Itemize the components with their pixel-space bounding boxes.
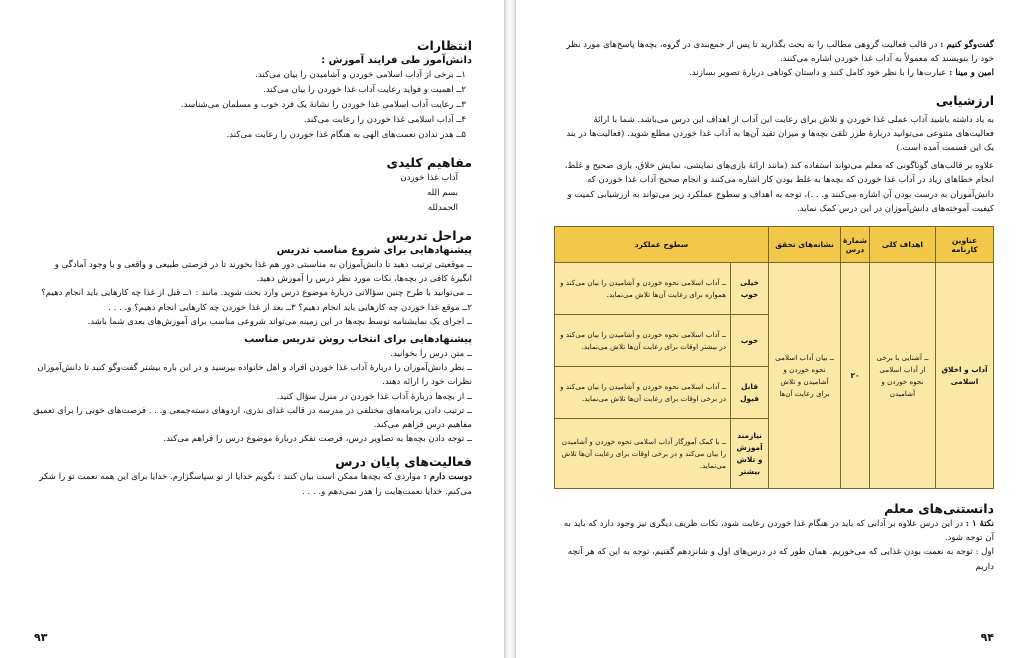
start-suggestion-item: ــ می‌توانید با طرح چنین سؤالاتی دربارهٔ موضوع درس وارد بحث شوید. مانند : ۱ــ قبل از غذا چه کارهایی باید انجام دهیم؟ ۲ــ موقع غذا خوردن چه کارهایی باید انجام دهیم؟ ۳ــ بعد از غذا خوردن چه کارهایی انجام دهیم؟ و. . . .	[41, 288, 472, 313]
keyword-item: بسم الله	[427, 188, 458, 198]
table-header-row	[555, 227, 994, 263]
left-page-content	[32, 38, 472, 499]
table-header-cell: نشانه‌های تحقق	[769, 227, 841, 263]
page-number: ۹۴	[980, 631, 994, 644]
book-gutter	[505, 0, 515, 658]
start-suggestions-heading: پیشنهادهایی برای شروع مناسب تدریس	[276, 245, 472, 256]
table-cell-performance: ــ با کمک آموزگار آداب اسلامی نحوه خوردن و آشامیدن را بیان می‌کند و در برخی اوقات برای رعایت آن‌ها تلاش می‌نماید.	[555, 419, 731, 489]
table-header-cell: شمارهٔ درس	[841, 227, 870, 263]
teaching-stages-heading: مراحل تدریس	[386, 228, 472, 243]
evaluation-heading: ارزشیابی	[935, 92, 994, 108]
left-page	[0, 0, 505, 658]
final-activities-heading: فعالیت‌های پایان درس	[335, 454, 472, 470]
expectation-item: ۲ــ اهمیت و فواید رعایت آداب غذا خوردن را بیان می‌کند.	[263, 85, 466, 95]
dialogue-text: در قالب فعالیت گروهی مطالب را به بحث بگذارید تا پس از جمع‌بندی در گروه، بچه‌ها پاسخ‌های مورد نظر خود را بنویسند که معمولاً به آداب غذا خوردن اشاره می‌کنند.	[566, 40, 994, 65]
expectations-heading: انتظارات	[417, 38, 472, 53]
method-suggestion-item: ــ نظر دانش‌آموزان را دربارهٔ آداب غذا خوردن افراد و اهل خانواده بپرسید و در این باره بیشتر گفت‌وگو کنید تا دانش‌آموزان نظرات خود را ارائه دهند.	[37, 363, 472, 388]
performance-table	[554, 226, 994, 489]
table-cell-level: قابل قبول	[731, 367, 769, 419]
expectation-item: ۱ــ برخی از آداب اسلامی خوردن و آشامیدن را بیان می‌کند.	[255, 70, 466, 80]
page-number: ۹۳	[34, 631, 48, 644]
method-suggestions-heading: پیشنهادهایی برای انتخاب روش تدریس مناسب	[244, 334, 472, 346]
start-suggestion-item: ــ اجرای یک نمایشنامه توسط بچه‌ها در این زمینه می‌تواند شروعی مناسب برای آموزش‌های بعدی شما باشد.	[87, 316, 472, 327]
table-header-cell: عناوین کارنامه	[936, 227, 994, 263]
table-cell-title: آداب و اخلاق اسلامی	[936, 263, 994, 489]
method-suggestion-item: ــ توجه دادن بچه‌ها به تصاویر درس، فرصت تفکر دربارهٔ موضوع درس را فراهم می‌کند.	[163, 434, 472, 445]
dialogue-paragraph	[554, 38, 994, 66]
amin-mina-label: امین و مینا :	[949, 68, 994, 79]
table-cell-lesson-number: ۲۰	[841, 263, 870, 489]
method-suggestion-item: ــ از بچه‌ها دربارهٔ آداب غذا خوردن در منزل سؤال کنید.	[276, 391, 472, 402]
table-cell-level: خوب	[731, 315, 769, 367]
keywords-heading: مفاهیم کلیدی	[386, 155, 472, 170]
table-cell-performance: ــ آداب اسلامی نحوه خوردن و آشامیدن را بیان می‌کند و در بیشتر اوقات برای رعایت آن‌ها تلاش می‌نماید.	[555, 315, 731, 367]
amin-mina-text: عبارت‌ها را با نظر خود کامل کنند و داستان کوتاهی دربارهٔ تصویر بسازند.	[689, 68, 947, 79]
table-row	[555, 263, 994, 315]
evaluation-paragraph: علاوه بر قالب‌های گوناگونی که معلم می‌تواند استفاده کند (مانند ارائهٔ بازی‌های نمایشی، نمایش خلاق، بازی صحیح و غلط، انجام خطاهای زیاد در آداب غذا خوردن که بچه‌ها به غلط بودن کار اشاره می‌کنند و انجام صحیح آداب غذا خوردن که دانش‌آموزان به درست بودن آن اشاره می‌کنند و. . .)، توجه به اهداف و سطوح عملکرد زیر می‌تواند به ارزشیابی کمیت و کیفیت آموخته‌های دانش‌آموزان در این درس کمک نماید.	[564, 161, 994, 214]
dialogue-label: گفت‌وگو کنیم :	[940, 40, 994, 50]
method-suggestion-item: ــ متن درس را بخوانید.	[390, 349, 472, 360]
final-activity-paragraph	[32, 470, 472, 498]
table-cell-goal: ــ آشنایی با برخی از آداب اسلامی نحوه خوردن و آشامیدن	[870, 263, 936, 489]
keyword-item: الحمدلله	[427, 203, 458, 213]
expectations-intro: دانش‌آموز طی فرایند آموزش :	[321, 55, 472, 66]
table-cell-performance: ــ آداب اسلامی نحوه خوردن و آشامیدن را بیان می‌کند و در برخی اوقات برای رعایت آن‌ها تلاش می‌نماید.	[555, 367, 731, 419]
teacher-note-item: اول : توجه به نعمت بودن غذایی که می‌خوریم. همان طور که در درس‌های اول و شانزدهم گفتیم، توجه به این که هر آنچه داریم	[567, 547, 994, 572]
table-cell-performance: ــ آداب اسلامی نحوه خوردن و آشامیدن را بیان می‌کند و همواره برای رعایت آن‌ها تلاش می‌نماید.	[555, 263, 731, 315]
teacher-note-text: در این درس علاوه بر آدابی که باید در هنگام غذا خوردن رعایت شود، نکات ظریف دیگری نیز وجود دارد که باید به آن توجه شود.	[563, 519, 994, 544]
right-page	[515, 0, 1024, 658]
final-activity-label: دوست دارم :	[423, 472, 472, 483]
expectation-item: ۳ــ رعایت آداب اسلامی غذا خوردن را نشانهٔ یک فرد خوب و مسلمان می‌شناسد.	[180, 100, 466, 110]
teacher-note-paragraph	[554, 517, 994, 545]
start-suggestion-item: ــ موقعیتی ترتیب دهید تا دانش‌آموزان به مناسبتی دور هم غذا بخورند تا در فرصتی طبیعی و واقعی و با وجود آمادگی و انگیزهٔ کافی در بچه‌ها، نکات مورد نظر درس را آموزش دهید.	[54, 260, 472, 285]
expectation-item: ۴ــ آداب اسلامی غذا خوردن را رعایت می‌کند.	[303, 115, 466, 125]
table-header-cell: اهداف کلی	[870, 227, 936, 263]
teacher-note-label: نکتهٔ ۱ :	[965, 519, 994, 530]
evaluation-paragraph: به یاد داشته باشید آداب عملی غذا خوردن و تلاش برای رعایت این آداب از اهداف این درس می‌باشد. شما با ارائهٔ فعالیت‌های متنوعی می‌توانید دربارهٔ طرز تلقی بچه‌ها و میزان تقید آن‌ها به آداب غذا خوردن مطلع شوید. (فعالیت‌ها در بند یک این قسمت آمده است.)	[566, 114, 994, 154]
final-activity-text: مواردی که بچه‌ها ممکن است بیان کنند : بگویم خدایا از تو سپاسگزارم. خدایا برای این همه نعمت تو را شکر می‌کنم. خدایا نعمت‌هایت را هدر نمی‌دهم و. . . .	[39, 472, 472, 497]
teacher-knowledge-heading: دانستنی‌های معلم	[884, 501, 994, 517]
table-cell-level: نیازمند آموزش و تلاش بیشتر	[731, 419, 769, 489]
method-suggestion-item: ــ ترتیب دادن برنامه‌های مختلفی در مدرسه در قالب غذای نذری، اردوهای دسته‌جمعی و. . . فرصت‌های خوبی را برای تعمیق مفاهیم درس فراهم می‌کند.	[33, 405, 472, 431]
table-cell-indicator: ــ بیان آداب اسلامی نحوه خوردن و آشامیدن و تلاش برای رعایت آن‌ها	[769, 263, 841, 489]
keyword-item: آداب غذا خوردن	[400, 173, 458, 183]
right-page-content	[554, 38, 994, 574]
table-header-cell: سطوح عملکرد	[555, 227, 769, 263]
amin-mina-paragraph	[554, 66, 994, 80]
table-cell-level: خیلی خوب	[731, 263, 769, 315]
expectation-item: ۵ــ هدر ندادن نعمت‌های الهی به هنگام غذا خوردن را رعایت می‌کند.	[226, 130, 466, 140]
